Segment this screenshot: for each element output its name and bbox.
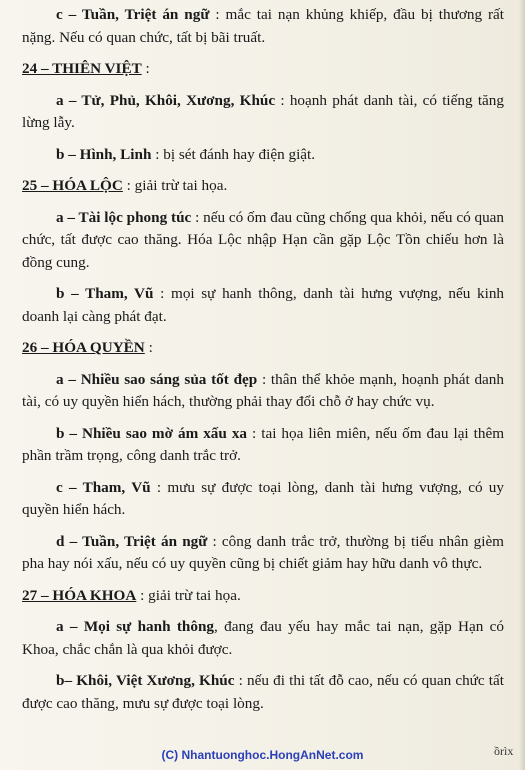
paragraph-text: : hoạnh phát danh tài, có tiếng tăng lừng lẫy.: [22, 91, 504, 131]
paragraph-text: : mọi sự hanh thông, danh tài hưng vượng, nếu kinh doanh lại càng phát đạt.: [22, 285, 505, 325]
section-heading: [22, 337, 504, 360]
paragraph-text: : mưu sự được toại lòng, danh tài hưng vượng, có uy quyền hiển hách.: [22, 478, 504, 518]
item-paragraph: [22, 670, 504, 715]
item-lead: a – Tài lộc phong túc: [56, 208, 192, 226]
item-lead: a – Mọi sự hanh thông: [56, 618, 214, 635]
item-lead: c – Tham, Vũ: [56, 478, 151, 496]
paragraph-text: : thân thể khỏe mạnh, hoạnh phát danh tài, có uy quyền hiển hách, thường phải thay đổi chỗ ở hay chức vụ.: [22, 370, 504, 410]
watermark: (C) Nhantuonghoc.HongAnNet.com: [161, 748, 364, 762]
item-lead: d – Tuần, Triệt án ngữ: [56, 532, 208, 550]
paragraph-text: : giải trừ tai họa.: [122, 177, 228, 194]
paragraph-text: :: [141, 60, 150, 77]
section-title: 24 – THIÊN VIỆT: [22, 60, 142, 77]
item-lead: b – Hình, Linh: [56, 145, 152, 163]
item-paragraph: [22, 90, 504, 135]
item-lead: a – Tử, Phủ, Khôi, Xương, Khúc: [56, 91, 276, 109]
item-lead: c – Tuần, Triệt án ngữ: [56, 6, 210, 23]
item-lead: b– Khôi, Việt Xương, Khúc: [56, 672, 235, 689]
paragraph-text: : tai họa liên miên, nếu ốm đau lại thêm phần trầm trọng, công danh trắc trở.: [22, 424, 505, 464]
section-heading: [22, 58, 504, 81]
item-lead: a – Nhiều sao sáng sủa tốt đẹp: [56, 370, 258, 388]
page-edge-shadow: [519, 0, 525, 770]
item-paragraph: [22, 369, 504, 414]
item-paragraph: [22, 144, 504, 167]
item-paragraph: [22, 423, 504, 468]
paragraph-text: : mắc tai nạn khủng khiếp, đầu bị thương rất nặng. Nếu có quan chức, tất bị bãi truất.: [22, 6, 504, 46]
section-title: 26 – HÓA QUYỀN: [22, 339, 145, 356]
paragraph-text: : nếu có ốm đau cũng chống qua khỏi, nếu có quan chức, tất được cao thăng. Hóa Lộc nhập Hạn cần gặp Lộc Tồn chiếu hơn là đồng cung.: [22, 208, 505, 271]
item-paragraph: [22, 477, 504, 522]
section-heading: [22, 175, 504, 198]
item-paragraph: [22, 283, 504, 328]
paragraph-text: : bị sét đánh hay điện giật.: [151, 145, 316, 163]
paragraph-text: , đang đau yếu hay mắc tai nạn, gặp Hạn có Khoa, chắc chắn là qua khỏi được.: [22, 618, 504, 658]
paragraph-text: :: [144, 339, 153, 356]
item-lead: b – Nhiều sao mờ ám xấu xa: [56, 424, 248, 442]
section-heading: [22, 585, 504, 608]
paragraph-text: : giải trừ tai họa.: [136, 586, 241, 604]
section-title: 27 – HÓA KHOA: [22, 586, 137, 604]
item-paragraph: [22, 4, 504, 49]
item-lead: b – Tham, Vũ: [56, 285, 154, 302]
page-number: ồrìx: [494, 744, 514, 758]
paragraph-text: : nếu đi thi tất đỗ cao, nếu có quan chức tất được cao thăng, mưu sự được toại lòng.: [22, 672, 504, 712]
page-body: [22, 4, 504, 724]
paragraph-text: : công danh trắc trở, thường bị tiểu nhân gièm pha hay nói xấu, nếu có uy quyền cũng bị chiết giảm hay hữu danh vô thực.: [22, 532, 504, 572]
item-paragraph: [22, 616, 504, 661]
section-title: 25 – HÓA LỘC: [22, 177, 123, 194]
item-paragraph: [22, 207, 504, 275]
item-paragraph: [22, 531, 504, 576]
